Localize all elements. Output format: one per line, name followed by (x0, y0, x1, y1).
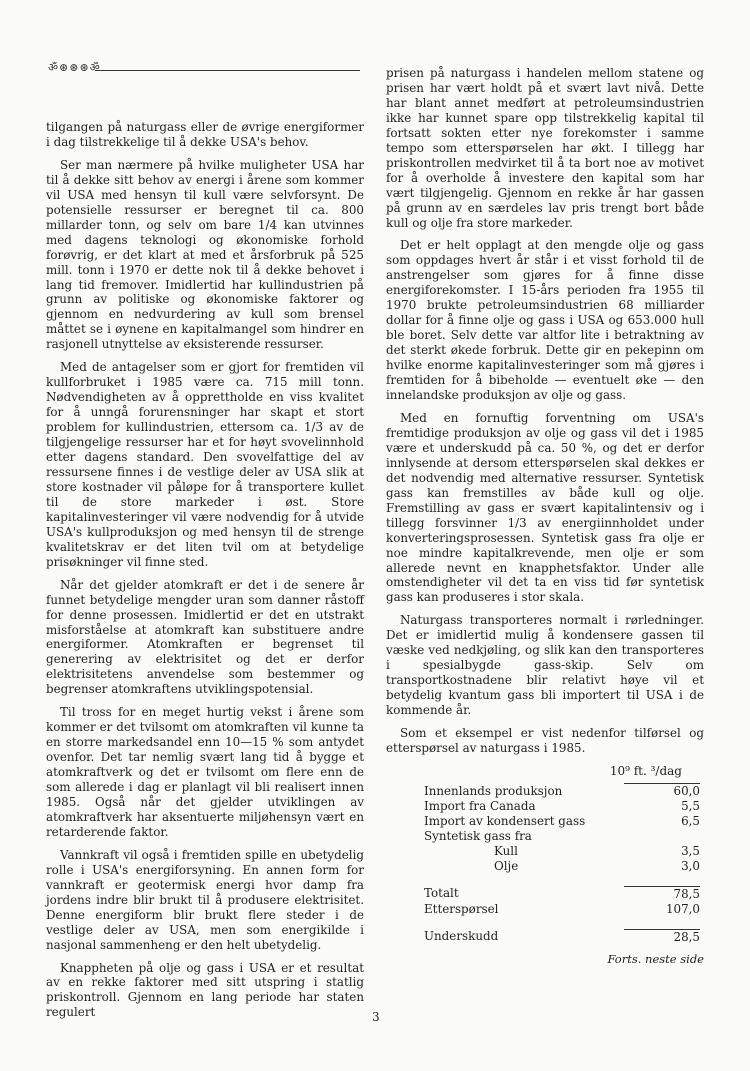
paragraph: Med de antagelser som er gjort for fremtiden vil kullforbruket i 1985 være ca. 715 mill tonn. Nødvendigheten av å opprettholde en viss kvalitet for å unngå forurensninger har skapt et stort problem for kullindustrien, ettersom ca. 1/3 av de tilgjengelige ressurser har et for høyt svovelinnhold etter dagens standard. Den svovelfattige del av ressursene finnes i de vestlige deler av USA slik at store kostnader vil påløpe for å transportere kullet til de store markeder i øst. Store kapitalinvesteringer vil være nodvendig for å utvide USA's kullproduksjon og med hensyn til de strenge kvalitetskrav er det liten tvil om at betydelige prisøkninger vil finne sted. (46, 360, 364, 569)
paragraph: Det er helt opplagt at den mengde olje og gass som oppdages hvert år står i et visst forhold til de anstrengelser som gjøres for å finne disse energiforekomster. I 15-års perioden fra 1955 til 1970 brukte petroleumsindustrien 68 milliarder dollar for å finne olje og gass i USA og 653.000 hull ble boret. Selv dette var altfor lite i betraktning av det sterkt økede forbruk. Dette gir en pekepinn om hvilke enorme kapitalinvesteringer som må gjøres i fremtiden for å bibeholde — eventuelt øke — den innelandske produksjon av olje og gass. (386, 238, 704, 403)
table-row: Import fra Canada 5,5 (424, 798, 700, 813)
paragraph: Ser man nærmere på hvilke muligheter USA har til å dekke sitt behov av energi i årene som kommer vil USA med hensyn til kull være selvforsynt. De potensielle ressurser er beregnet til ca. 800 millarder tonn, og selv om bare 1/4 kan utvinnes med dagens teknologi og økonomiske forhold forøvrig, er det klart at med et årsforbruk på 525 mill. tonn i 1970 er dette nok til å dekke behovet i lang tid fremover. Imidlertid har kullindustrien på grunn av politiske og økonomiske faktorer og gjennom en nedvurdering av kull som brensel måttet se i øynene en kapitalmangel som hindrer en rasjonell utnyttelse av eksisterende ressurser. (46, 157, 364, 352)
table-row: Olje 3,0 (494, 858, 700, 873)
table-row: Kull 3,5 (494, 843, 700, 858)
right-column (386, 66, 704, 967)
header-rule (95, 70, 360, 71)
table-row-demand: Etterspørsel 107,0 (424, 901, 700, 916)
paragraph: Knappheten på olje og gass i USA er et resultat av en rekke faktorer med sitt utspring i statlig priskontroll. Gjennom en lang periode har staten regulert (46, 960, 364, 1020)
paragraph: Når det gjelder atomkraft er det i de senere år funnet betydelige mengder uran som danner råstoff for denne prosessen. Imidlertid er det en utstrakt misforståelse at atomkraft kan substituere andre energiformer. Atomkraften er begrenset til generering av elektrisitet og det er derfor elektrisitetens anvendelse som bestemmer og begrenser atomkraftens utviklingspotensial. (46, 577, 364, 697)
header-ornament: ॐ⊛⊛⊛ॐ (48, 61, 101, 74)
table-unit: 10⁹ ft. ³/dag (609, 763, 682, 778)
paragraph: Som et eksempel er vist nedenfor tilførsel og etterspørsel av naturgass i 1985. (386, 726, 704, 755)
gas-supply-table (424, 783, 700, 945)
table-row: Innenlands produksjon 60,0 (424, 783, 700, 798)
continued-note: Forts. neste side (607, 952, 704, 967)
paragraph: tilgangen på naturgass eller de øvrige energiformer i dag tilstrekkelige til å dekke USA's behov. (46, 120, 364, 149)
table-row-total: Totalt 78,5 (424, 886, 700, 901)
left-column (46, 120, 364, 1028)
paragraph: Naturgass transporteres normalt i rørledninger. Det er imidlertid mulig å kondensere gassen til væske ved nedkjøling, og slik kan den transporteres i spesialbygde gass-skip. Selv om transportkostnadene blir relativt høye vil et betydelig kvantum gass bli importert til USA i de kommende år. (386, 613, 704, 718)
paragraph: prisen på naturgass i handelen mellom statene og prisen har vært holdt på et svært lavt nivå. Dette har blant annet medført at petroleumsindustrien ikke har kunnet spare opp tilstrekkelig kapital til fortsatt sokten etter nye forekomster i samme tempo som etterspørselen har økt. I tillegg har priskontrollen medvirket til å ta bort noe av motivet for å overholde å investere den kapital som har vært tilgjengelig. Gjennom en rekke år har gassen på grunn av en særdeles lav pris trengt bort både kull og olje fra store markeder. (386, 66, 704, 230)
paragraph: Til tross for en meget hurtig vekst i årene som kommer er det tvilsomt om atomkraften vil kunne ta en storre markedsandel enn 10—15 % som antydet ovenfor. Det tar nemlig svært lang tid å bygge et atomkraftverk og det er tvilsomt om flere enn de som allerede i dag er planlagt vil bli realisert innen 1985. Også når det gjelder utviklingen av atomkraftverk har aksentuerte miljøhensyn vært en retarderende faktor. (46, 705, 364, 839)
paragraph: Med en fornuftig forventning om USA's fremtidige produksjon av olje og gass vil det i 1985 være et underskudd på ca. 50 %, og det er derfor innlysende at dersom etterspørselen skal dekkes er det nodvendig med alternative ressurser. Syntetisk gass kan fremstilles av både kull og olje. Fremstilling av gass er svært kapitalintensiv og i tillegg forsvinner 1/3 av energiinnholdet under konverteringsprosessen. Syntetisk gass fra olje er noe mindre kapitalkrevende, men olje er som allerede nevnt en knapphetsfaktor. Under alle omstendigheter vil det ta en viss tid før syntetisk gass kan produseres i stor skala. (386, 410, 704, 605)
page-number: 3 (372, 1010, 380, 1024)
table-row: Import av kondensert gass 6,5 (424, 813, 700, 828)
paragraph: Vannkraft vil også i fremtiden spille en ubetydelig rolle i USA's energiforsyning. En annen form for vannkraft er geotermisk energi hvor damp fra jordens indre blir brukt til å produsere elektrisitet. Denne energiform blir brukt flere steder i de vestlige deler av USA, men som energikilde i nasjonal sammenheng er den helt ubetydelig. (46, 847, 364, 952)
table-row-deficit: Underskudd 28,5 (424, 929, 700, 944)
table-row: Syntetisk gass fra (424, 828, 532, 843)
